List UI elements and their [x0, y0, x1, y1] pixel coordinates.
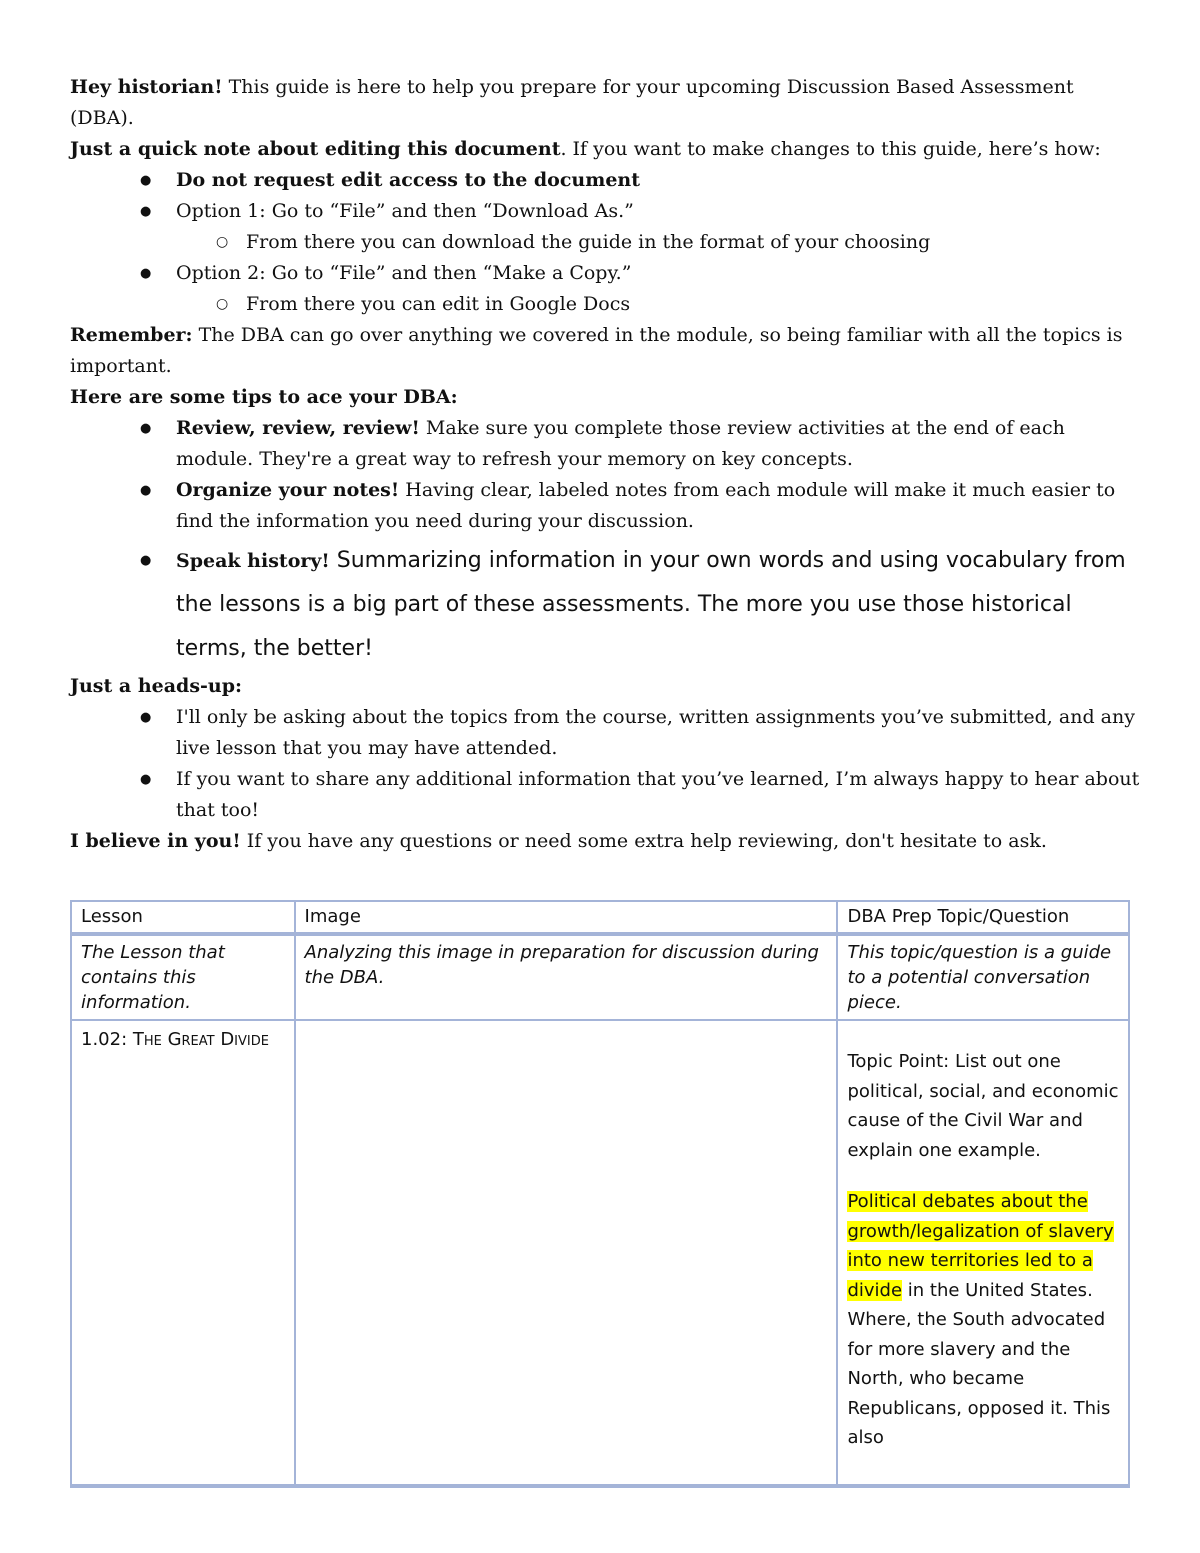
closing-paragraph: [70, 826, 1140, 857]
topic-point: [847, 1047, 1119, 1165]
option2-text: Option 2: Go to “File” and then “Make a Copy.”: [176, 262, 632, 284]
headsup-heading: [70, 671, 1140, 702]
editing-bold: Just a quick note about editing this document: [70, 138, 561, 160]
lesson-title: The Great Divide: [132, 1029, 269, 1050]
organize-bold: Organize your notes!: [176, 479, 400, 501]
lesson-cell: [71, 1020, 295, 1486]
answer-text: in the United States. Where, the South advocated for more slavery and the North, who became Republicans, opposed it. This also: [847, 1279, 1111, 1448]
greeting-text: This guide is here to help you prepare for your upcoming Discussion Based Assessment (DBA).: [70, 76, 1074, 129]
organize-text: Having clear, labeled notes from each module will make it much easier to find the information you need during your discussion.: [176, 479, 1116, 532]
tips-heading: [70, 382, 1140, 413]
remember-bold: Remember:: [70, 324, 193, 346]
list-item: [70, 764, 1140, 826]
list-item: [70, 702, 1140, 764]
list-item: [70, 165, 1140, 196]
table-row: [71, 1020, 1129, 1486]
topic-text: List out one political, social, and economic cause of the Civil War and explain one example.: [847, 1051, 1119, 1161]
tips-list: [70, 413, 1140, 671]
remember-text: The DBA can go over anything we covered in the module, so being familiar with all the topics is important.: [70, 324, 1123, 377]
topic-answer: [847, 1187, 1119, 1453]
list-item: [70, 413, 1140, 475]
list-item: [176, 289, 1140, 320]
headsup-item1-text: I'll only be asking about the topics from the course, written assignments you’ve submitted, and any live lesson that you may have attended.: [176, 706, 1135, 759]
headsup-heading-text: Just a heads-up:: [70, 675, 243, 697]
editing-paragraph: [70, 134, 1140, 165]
image-cell: [295, 1020, 838, 1486]
review-bold: Review, review, review!: [176, 417, 420, 439]
closing-bold: I believe in you!: [70, 830, 241, 852]
header-topic: DBA Prep Topic/Question: [837, 901, 1129, 934]
option2-sublist: [176, 289, 1140, 320]
editing-text: . If you want to make changes to this guide, here’s how:: [560, 138, 1101, 160]
header-lesson: Lesson: [71, 901, 295, 934]
option1-text: Option 1: Go to “File” and then “Download As.”: [176, 200, 634, 222]
intro-section: [70, 72, 1140, 857]
closing-text: If you have any questions or need some extra help reviewing, don't hesitate to ask.: [240, 830, 1047, 852]
remember-paragraph: [70, 320, 1140, 382]
option1-sublist: [176, 227, 1140, 258]
review-text: Make sure you complete those review activities at the end of each module. They're a great way to refresh your memory on key concepts.: [176, 417, 1065, 470]
topic-cell: [837, 1020, 1129, 1486]
lesson-number: 1.02:: [81, 1029, 133, 1050]
greeting-paragraph: [70, 72, 1140, 134]
greeting-bold: Hey historian!: [70, 76, 223, 98]
list-item: [70, 258, 1140, 320]
desc-image: Analyzing this image in preparation for discussion during the DBA.: [295, 934, 838, 1020]
highlighted-answer: Political debates about the growth/legalization of slavery into new territories led to a divide: [847, 1191, 1114, 1301]
option2-sub-text: From there you can edit in Google Docs: [246, 293, 631, 315]
table-header-row: [71, 901, 1129, 934]
option1-sub-text: From there you can download the guide in the format of your choosing: [246, 231, 931, 253]
tips-heading-text: Here are some tips to ace your DBA:: [70, 386, 458, 408]
headsup-item2-text: If you want to share any additional information that you’ve learned, I’m always happy to hear about that too!: [176, 768, 1140, 821]
table-description-row: [71, 934, 1129, 1020]
editing-options-list: [70, 165, 1140, 320]
list-item: [70, 539, 1140, 671]
dba-prep-table: [70, 900, 1130, 1488]
list-item: [70, 196, 1140, 258]
topic-label: Topic Point:: [847, 1051, 950, 1072]
list-item: [176, 227, 1140, 258]
speak-text: Summarizing information in your own words and using vocabulary from the lessons is a big part of these assessments. The more you use those historical terms, the better!: [176, 548, 1126, 661]
no-edit-text: Do not request edit access to the document: [176, 169, 641, 191]
list-item: [70, 475, 1140, 537]
desc-lesson: The Lesson that contains this information.: [71, 934, 295, 1020]
speak-bold: Speak history!: [176, 550, 330, 572]
header-image: Image: [295, 901, 838, 934]
desc-topic: This topic/question is a guide to a potential conversation piece.: [837, 934, 1129, 1020]
headsup-list: [70, 702, 1140, 826]
